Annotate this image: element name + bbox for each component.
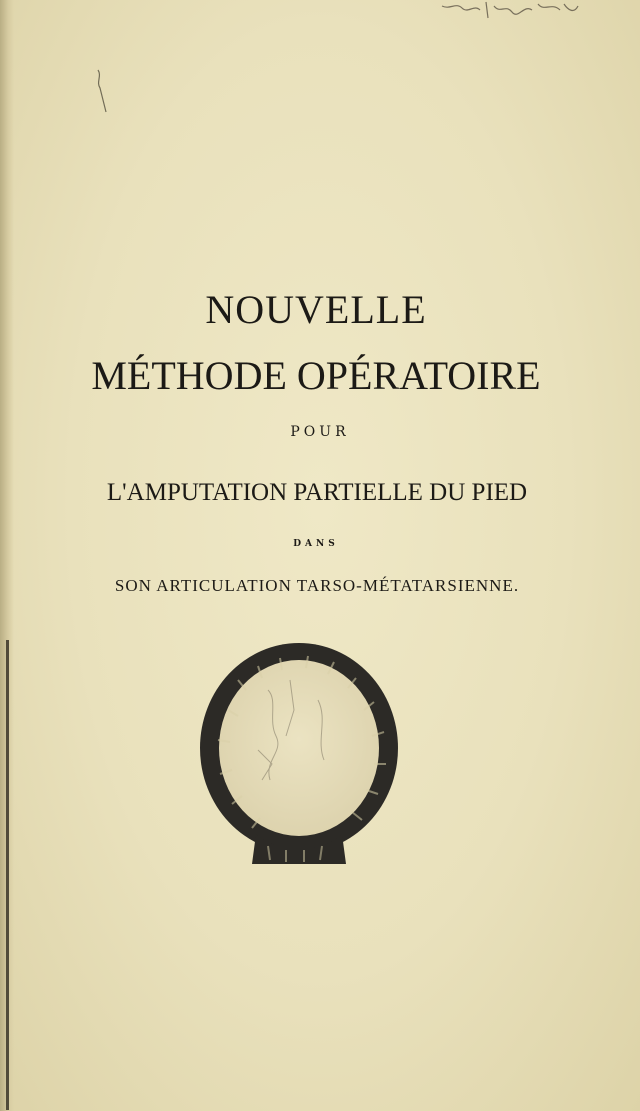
title-line-articulation: SON ARTICULATION TARSO-MÉTATARSIENNE.: [114, 576, 520, 595]
handwritten-scribble: [440, 0, 580, 24]
title-line-pour: POUR: [290, 424, 350, 440]
library-stamp-seal-icon: [198, 640, 403, 868]
binding-edge: [6, 640, 9, 1110]
title-line-amputation: L'AMPUTATION PARTIELLE DU PIED: [106, 479, 528, 506]
pencil-mark: [92, 68, 112, 116]
title-line-methode-operatoire: MÉTHODE OPÉRATOIRE: [91, 353, 541, 398]
title-line-dans: DANS: [293, 539, 339, 549]
title-line-nouvelle: NOUVELLE: [205, 287, 427, 332]
